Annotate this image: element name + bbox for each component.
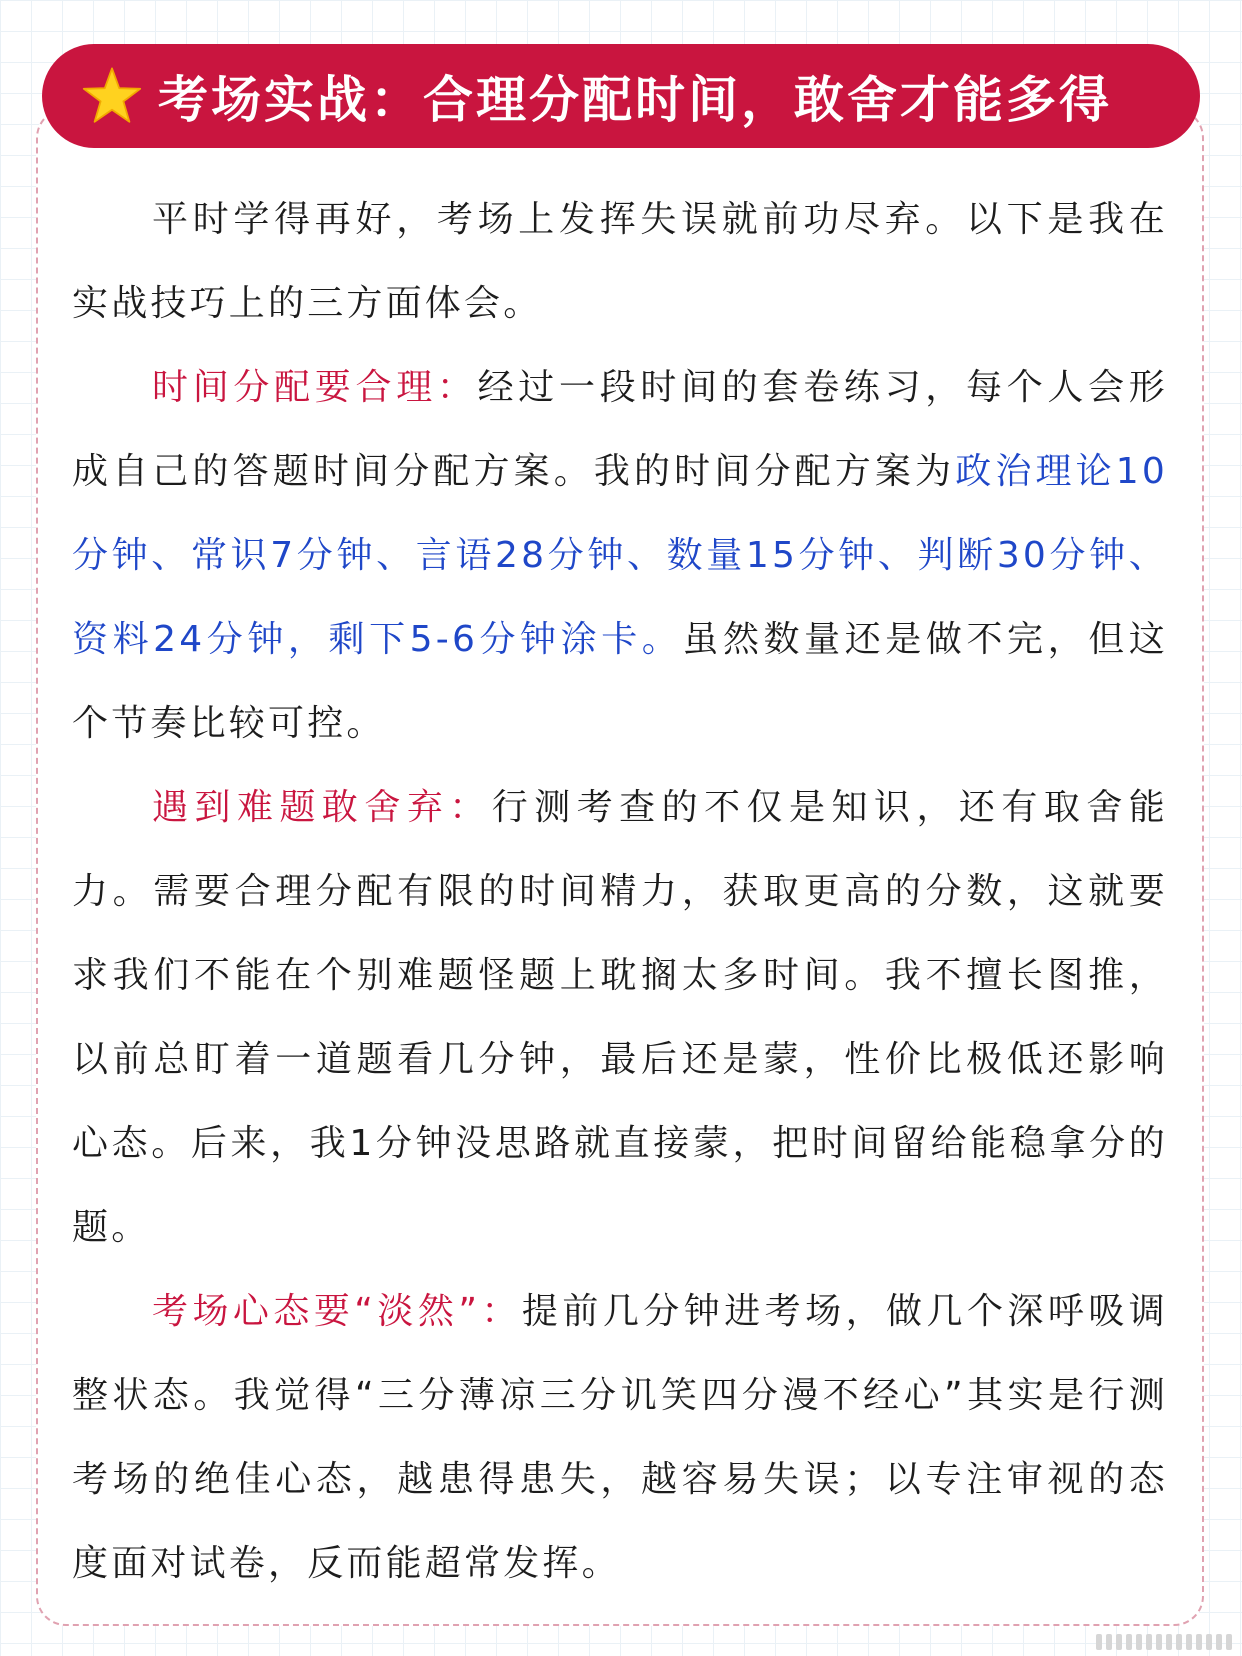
page-title: 考场实战：合理分配时间，敢舍才能多得 bbox=[158, 71, 1112, 129]
section-text: 行测考查的不仅是知识，还有取舍能力。需要合理分配有限的时间精力，获取更高的分数，这就要求我们不能在个别难题怪题上耽搁太多时间。我不擅长图推，以前总盯着一道题看几分钟，最后还是蒙，性价比极低还影响心态。后来，我1分钟没思路就直接蒙，把时间留给能稳拿分的题。 bbox=[72, 787, 1169, 1248]
intro-paragraph: 平时学得再好，考场上发挥失误就前功尽弃。以下是我在实战技巧上的三方面体会。 bbox=[72, 199, 1168, 324]
section-exam-mindset bbox=[72, 1270, 1168, 1606]
section-text: 提前几分钟进考场，做几个深呼吸调整状态。我觉得“三分薄凉三分讥笑四分漫不经心”其实是行测考场的绝佳心态，越患得患失，越容易失误；以专注审视的态度面对试卷，反而能超常发挥。 bbox=[72, 1291, 1168, 1584]
section-heading: 考场心态要“淡然”： bbox=[152, 1291, 522, 1332]
section-heading: 时间分配要合理： bbox=[152, 367, 478, 408]
title-banner bbox=[42, 44, 1200, 148]
star-icon bbox=[82, 66, 142, 126]
section-skip-hard-questions bbox=[72, 766, 1168, 1270]
time-plan-highlight: 政治理论10分钟、常识7分钟、言语28分钟、数量15分钟、判断30分钟、资料24分钟，剩下5-6分钟涂卡。 bbox=[72, 451, 1168, 660]
article-body bbox=[72, 178, 1168, 1606]
section-text: 经过一段时间的套卷练习，每个人会形成自己的答题时间分配方案。我的时间分配方案为 bbox=[72, 367, 1168, 492]
section-time-allocation bbox=[72, 346, 1168, 766]
section-heading: 遇到难题敢舍弃： bbox=[152, 787, 492, 828]
section-text: 虽然数量还是做不完，但这个节奏比较可控。 bbox=[72, 619, 1168, 744]
page-edge-decoration bbox=[1096, 1634, 1236, 1650]
